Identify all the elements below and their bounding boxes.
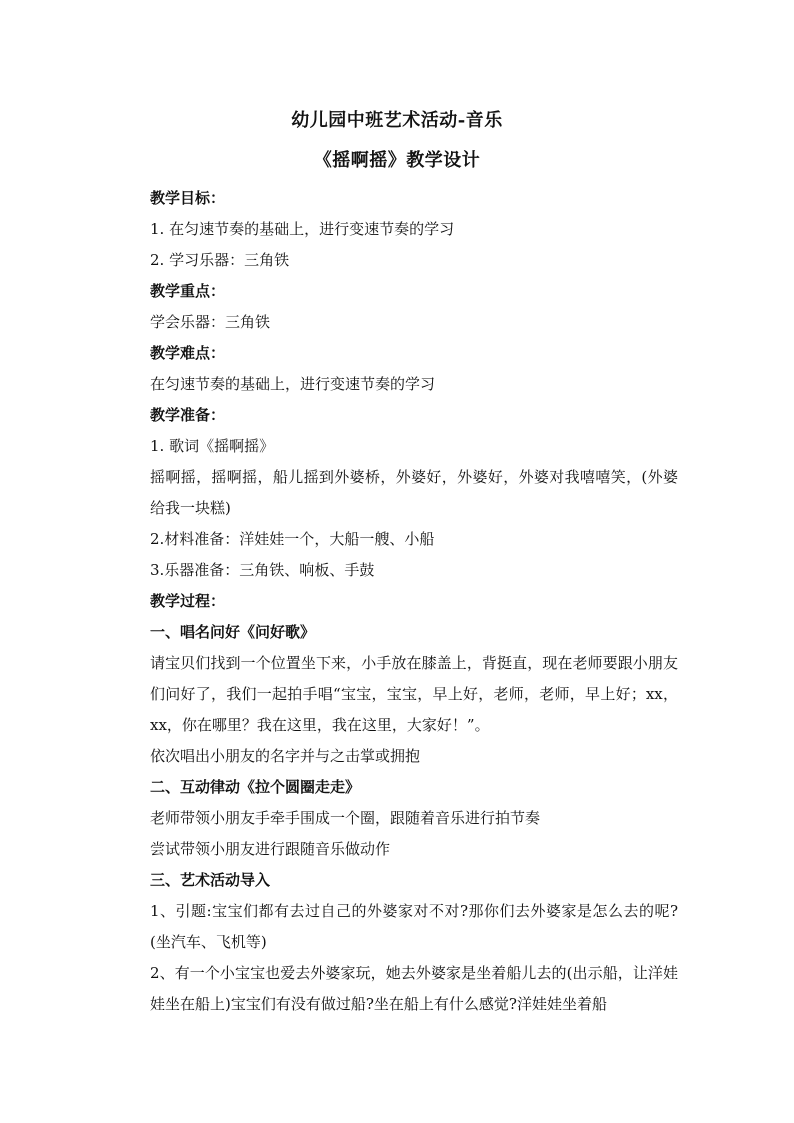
preparation-item-3: 3.乐器准备：三角铁、响板、手鼓: [150, 561, 375, 579]
key-point-heading: 教学重点：: [150, 282, 226, 300]
step3-item-1: 1、引题:宝宝们都有去过自己的外婆家对不对?那你们去外婆家是怎么去的呢?(坐汽车、飞机等): [150, 902, 678, 951]
step2-heading: 二、互动律动《拉个圆圈走走》: [150, 778, 361, 796]
key-point-text: 学会乐器：三角铁: [150, 313, 271, 331]
step3-heading: 三、艺术活动导入: [150, 871, 271, 889]
lyrics-paragraph: 摇啊摇，摇啊摇，船儿摇到外婆桥，外婆好，外婆好，外婆对我嘻嘻笑，(外婆给我一块糕): [150, 468, 678, 517]
step1-heading: 一、唱名问好《问好歌》: [150, 623, 316, 641]
preparation-heading: 教学准备：: [150, 406, 226, 424]
step1-paragraph-2: 依次唱出小朋友的名字并与之击掌或拥抱: [150, 747, 421, 765]
preparation-item-1: 1. 歌词《摇啊摇》: [150, 437, 275, 455]
process-heading: 教学过程：: [150, 592, 226, 610]
difficulty-text: 在匀速节奏的基础上，进行变速节奏的学习: [150, 375, 436, 393]
document-body: [150, 183, 678, 1020]
difficulty-heading: 教学难点：: [150, 344, 226, 362]
step2-paragraph: 老师带领小朋友手牵手围成一个圈，跟随着音乐进行拍节奏: [150, 809, 541, 827]
document-subtitle: 《摇啊摇》教学设计: [313, 150, 481, 171]
document-title: 幼儿园中班艺术活动-音乐: [291, 110, 503, 131]
goal-item-1: 1. 在匀速节奏的基础上，进行变速节奏的学习: [150, 220, 455, 238]
step3-item-2: 2、有一个小宝宝也爱去外婆家玩，她去外婆家是坐着船儿去的(出示船，让洋娃娃坐在船上)宝宝们有没有做过船?坐在船上有什么感觉?洋娃娃坐着船: [150, 964, 678, 1013]
goals-heading: 教学目标：: [150, 189, 226, 207]
step2-paragraph-2: 尝试带领小朋友进行跟随音乐做动作: [150, 840, 391, 858]
goal-item-2: 2. 学习乐器：三角铁: [150, 251, 290, 269]
step1-paragraph: 请宝贝们找到一个位置坐下来，小手放在膝盖上，背挺直，现在老师要跟小朋友们问好了，我们一起拍手唱“宝宝，宝宝，早上好，老师，老师，早上好；xx，xx，你在哪里？我在这里，我在这里，大家好！”。: [150, 654, 678, 734]
preparation-item-2: 2.材料准备：洋娃娃一个，大船一艘、小船: [150, 530, 435, 548]
